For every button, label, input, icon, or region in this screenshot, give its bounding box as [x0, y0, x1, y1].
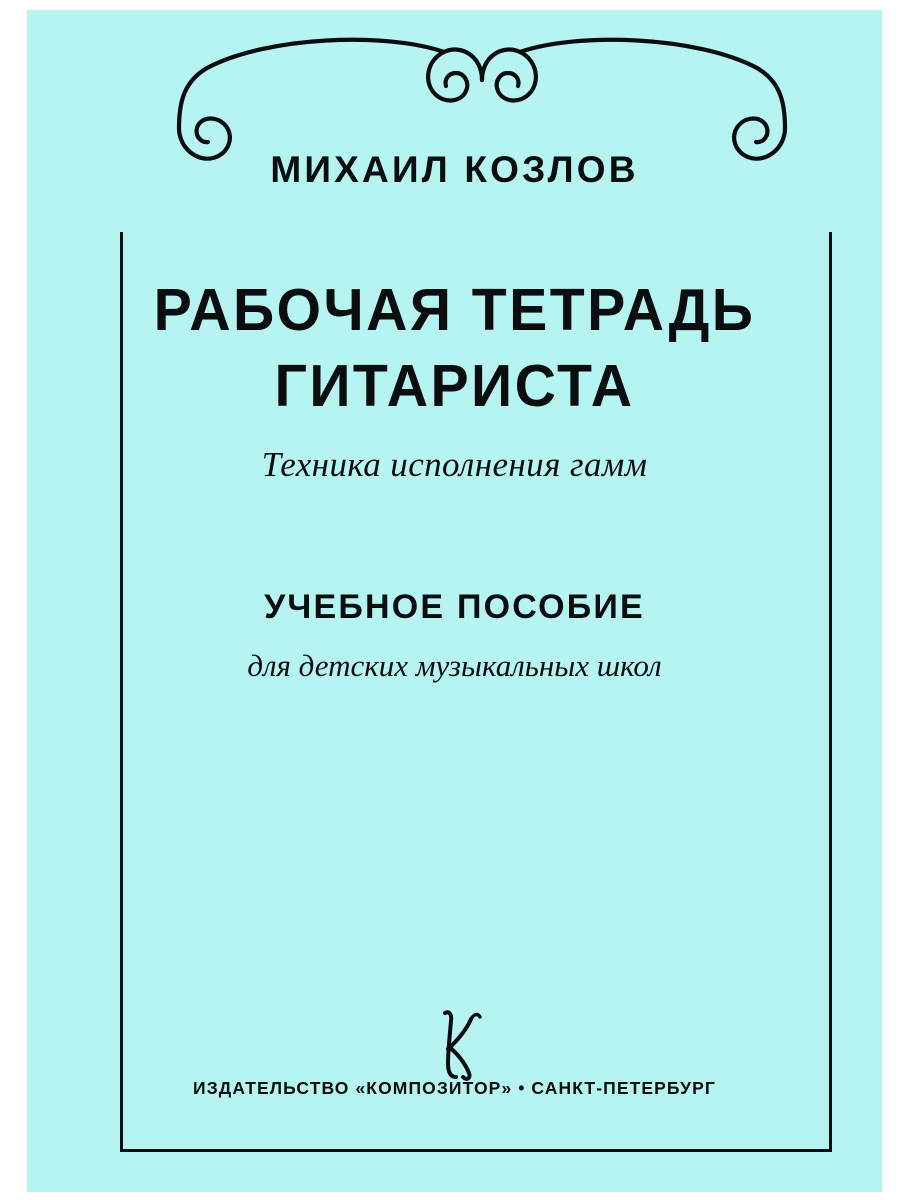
- publisher-name: ИЗДАТЕЛЬСТВО «КОМПОЗИТОР» • САНКТ-ПЕТЕРБУРГ: [193, 1078, 716, 1098]
- title-line-2: ГИТАРИСТА: [274, 353, 635, 419]
- author-name: МИХАИЛ КОЗЛОВ: [270, 149, 639, 190]
- target-audience: для детских музыкальных школ: [247, 648, 662, 683]
- cover-background: [27, 10, 882, 1192]
- title-line-1: РАБОЧАЯ ТЕТРАДЬ: [153, 277, 756, 343]
- publication-kind: УЧЕБНОЕ ПОСОБИЕ: [264, 588, 645, 626]
- subtitle: Техника исполнения гамм: [261, 445, 648, 484]
- publisher-logo-icon: [27, 1005, 882, 1083]
- page-title: [27, 272, 882, 424]
